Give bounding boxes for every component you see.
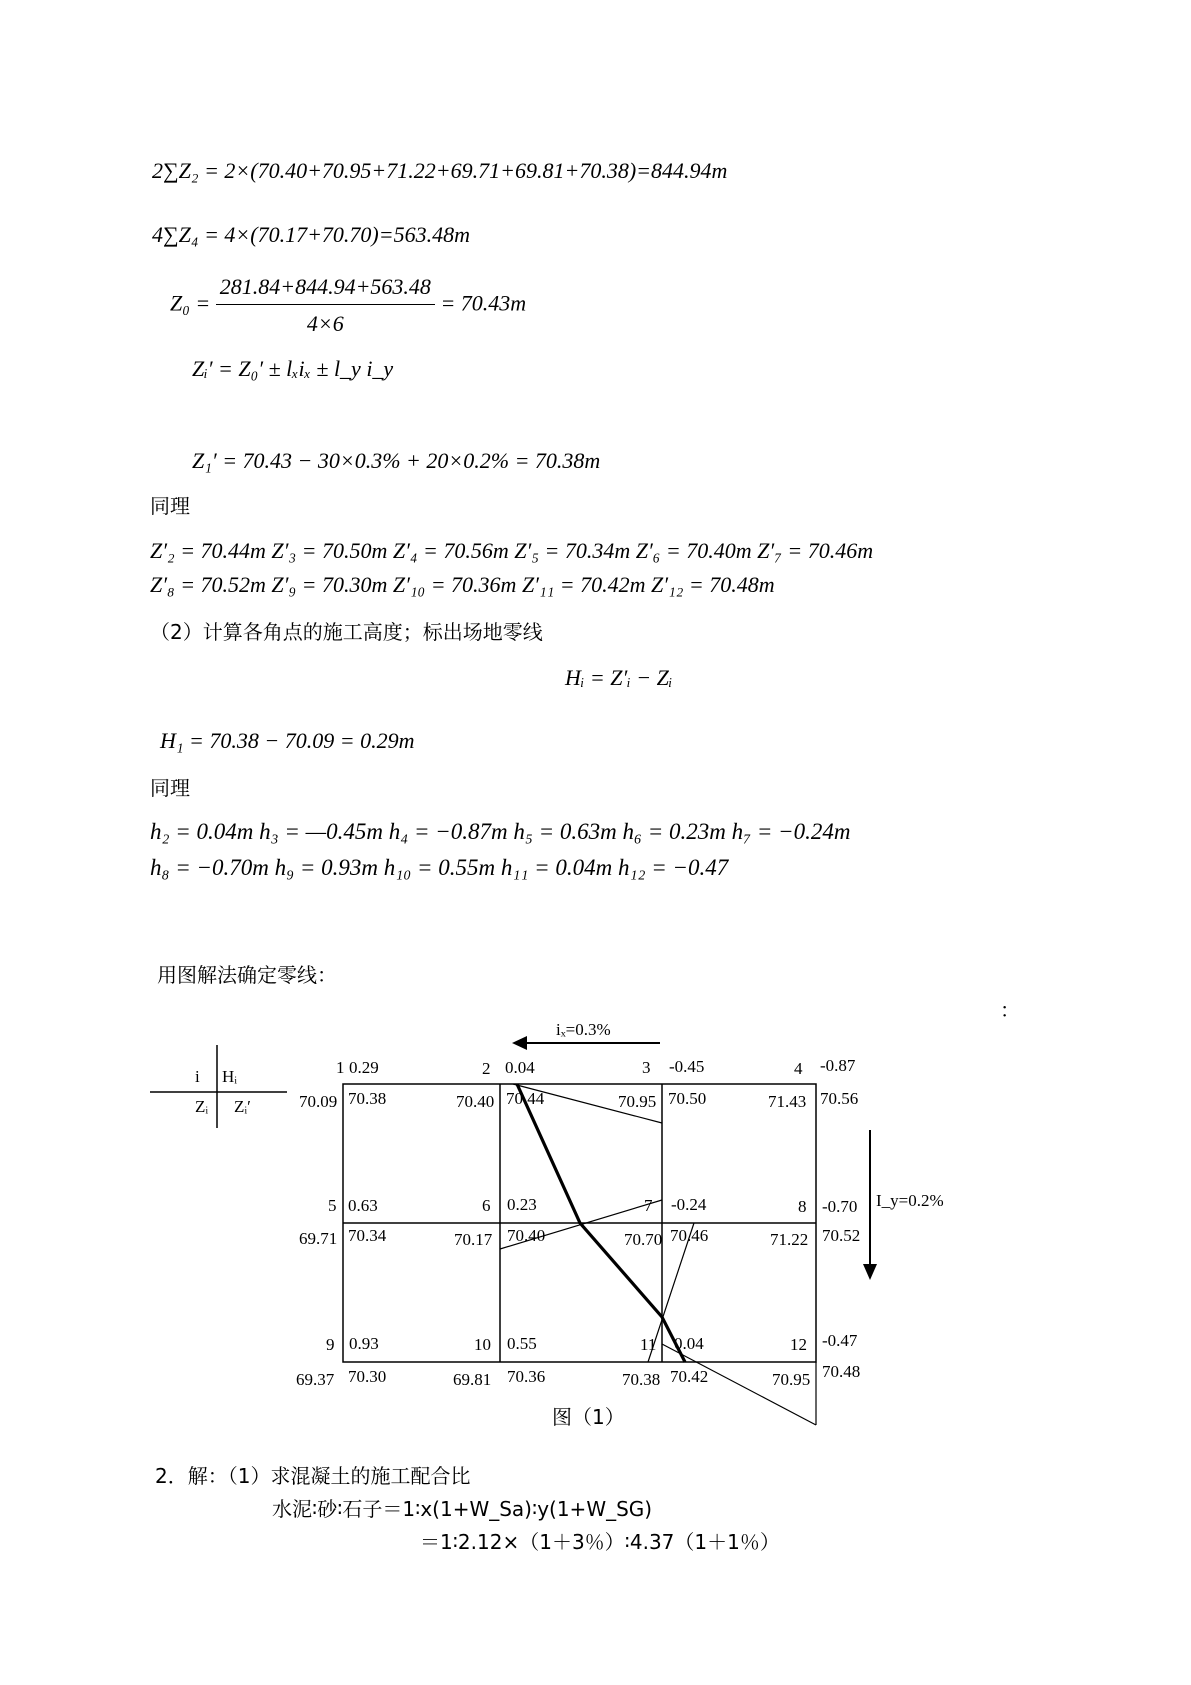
node-10-zp: 70.36 <box>507 1367 546 1386</box>
node-11-z: 70.38 <box>622 1370 661 1389</box>
node-8-number: 8 <box>798 1197 807 1216</box>
node-3-number: 3 <box>642 1058 651 1077</box>
node-3-zp: 70.50 <box>668 1089 707 1108</box>
eq-zi-formula: Zᵢ′ = Z₀′ ± lₓiₓ ± l_y i_y <box>192 356 394 381</box>
node-9-number: 9 <box>326 1335 335 1354</box>
eq-z0-numerator: 281.84+844.94+563.48 <box>216 276 435 305</box>
eq-zlist-row2: Z′₈ = 70.52m Z′₉ = 70.30m Z′₁₀ = 70.36m Z′₁₁ = 70.42m Z′₁₂ = 70.48m <box>150 572 775 597</box>
node-9-zp: 70.30 <box>348 1367 387 1386</box>
node-1-z: 70.09 <box>299 1092 338 1111</box>
eq-z0-lhs: Z₀ = <box>170 290 211 316</box>
node-11-zp: 70.42 <box>670 1367 709 1386</box>
node-3-h: -0.45 <box>669 1057 705 1076</box>
eq-hlist-row2: h₈ = −0.70m h₉ = 0.93m h₁₀ = 0.55m h₁₁ = 0.04m h₁₂ = −0.47 <box>150 855 729 880</box>
node-8-zp: 70.52 <box>822 1226 861 1245</box>
ix-label: iₓ=0.3% <box>556 1020 611 1039</box>
graph-method-title: 用图解法确定零线： <box>157 963 337 987</box>
solution-2-ratio-line2: ＝1∶2.12×（1＋3％）∶4.37（1＋1％） <box>420 1530 780 1554</box>
node-10-number: 10 <box>474 1335 491 1354</box>
eq-zlist-row1: Z′₂ = 70.44m Z′₃ = 70.50m Z′₄ = 70.56m Z′₅ = 70.34m Z′₆ = 70.40m Z′₇ = 70.46m <box>150 538 874 563</box>
legend-zp: Zᵢ′ <box>234 1097 251 1116</box>
iy-arrow <box>863 1130 877 1280</box>
legend-z: Zᵢ <box>195 1097 209 1116</box>
node-4-number: 4 <box>794 1059 803 1078</box>
node-3-z: 70.95 <box>618 1092 657 1111</box>
node-1-zp: 70.38 <box>348 1089 387 1108</box>
eq-sum-z2: 2∑Z₂ = 2×(70.40+70.95+71.22+69.71+69.81+70.38)=844.94m <box>152 158 728 183</box>
node-7-zp: 70.46 <box>670 1226 709 1245</box>
node-10-z: 69.81 <box>453 1370 492 1389</box>
node-5-h: 0.63 <box>348 1196 378 1215</box>
node-7-z: 70.70 <box>624 1230 663 1249</box>
node-6-z: 70.17 <box>454 1230 493 1249</box>
iy-label: I_y=0.2% <box>876 1191 944 1210</box>
node-6-number: 6 <box>482 1196 491 1215</box>
node-11-number: 11 <box>640 1335 657 1354</box>
node-7-number: 7 <box>644 1196 653 1215</box>
node-4-h: -0.87 <box>820 1056 856 1075</box>
eq-h1: H₁ = 70.38 − 70.09 = 0.29m <box>160 728 415 753</box>
node-12-h: -0.47 <box>822 1331 858 1350</box>
figure-caption: 图（1） <box>552 1405 625 1429</box>
node-12-number: 12 <box>790 1335 807 1354</box>
node-1-number: 1 <box>336 1058 345 1077</box>
eq-z0-denominator: 4×6 <box>306 311 344 336</box>
node-8-z: 71.22 <box>770 1230 809 1249</box>
node-1-h: 0.29 <box>349 1058 379 1077</box>
node-6-zp: 70.40 <box>507 1226 546 1245</box>
node-9-h: 0.93 <box>349 1334 379 1353</box>
stray-colon: ： <box>1000 998 1020 1022</box>
node-12-z: 70.95 <box>772 1370 811 1389</box>
tongli-2: 同理 <box>150 776 190 800</box>
node-8-h: -0.70 <box>822 1197 858 1216</box>
node-7 <box>624 1195 708 1249</box>
eq-hlist-row1: h₂ = 0.04m h₃ = —0.45m h₄ = −0.87m h₅ = 0.63m h₆ = 0.23m h₇ = −0.24m <box>150 819 851 844</box>
solution-2-ratio-line1: 水泥∶砂∶石子＝1∶x(1+W_Sa)∶y(1+W_SG) <box>272 1497 653 1521</box>
solution-2-heading: 2．解：（1）求混凝土的施工配合比 <box>155 1464 471 1488</box>
node-4-z: 71.43 <box>768 1092 807 1111</box>
node-9-z: 69.37 <box>296 1370 335 1389</box>
node-5-zp: 70.34 <box>348 1226 387 1245</box>
node-5-number: 5 <box>328 1196 337 1215</box>
node-7-h: -0.24 <box>671 1195 707 1214</box>
node-11-h: 0.04 <box>674 1334 704 1353</box>
node-5-z: 69.71 <box>299 1229 338 1248</box>
node-2-h: 0.04 <box>505 1058 535 1077</box>
node-10-h: 0.55 <box>507 1334 537 1353</box>
node-2-zp: 70.44 <box>506 1089 545 1108</box>
eq-z0-rhs: = 70.43m <box>440 290 527 316</box>
node-4-zp: 70.56 <box>820 1089 859 1108</box>
tongli-1: 同理 <box>150 494 190 518</box>
eq-z1: Z₁′ = 70.43 − 30×0.3% + 20×0.2% = 70.38m <box>192 448 601 473</box>
node-2-number: 2 <box>482 1059 491 1078</box>
legend <box>150 1045 287 1128</box>
node-2-z: 70.40 <box>456 1092 495 1111</box>
eq-sum-z4: 4∑Z₄ = 4×(70.17+70.70)=563.48m <box>152 222 470 247</box>
legend-i: i <box>195 1067 200 1086</box>
node-12-zp: 70.48 <box>822 1362 861 1381</box>
legend-h: Hᵢ <box>222 1067 238 1086</box>
step-2-heading: （2）计算各角点的施工高度；标出场地零线 <box>150 620 543 644</box>
node-6-h: 0.23 <box>507 1195 537 1214</box>
eq-hi-formula: Hᵢ = Z′ᵢ − Zᵢ <box>565 665 673 690</box>
